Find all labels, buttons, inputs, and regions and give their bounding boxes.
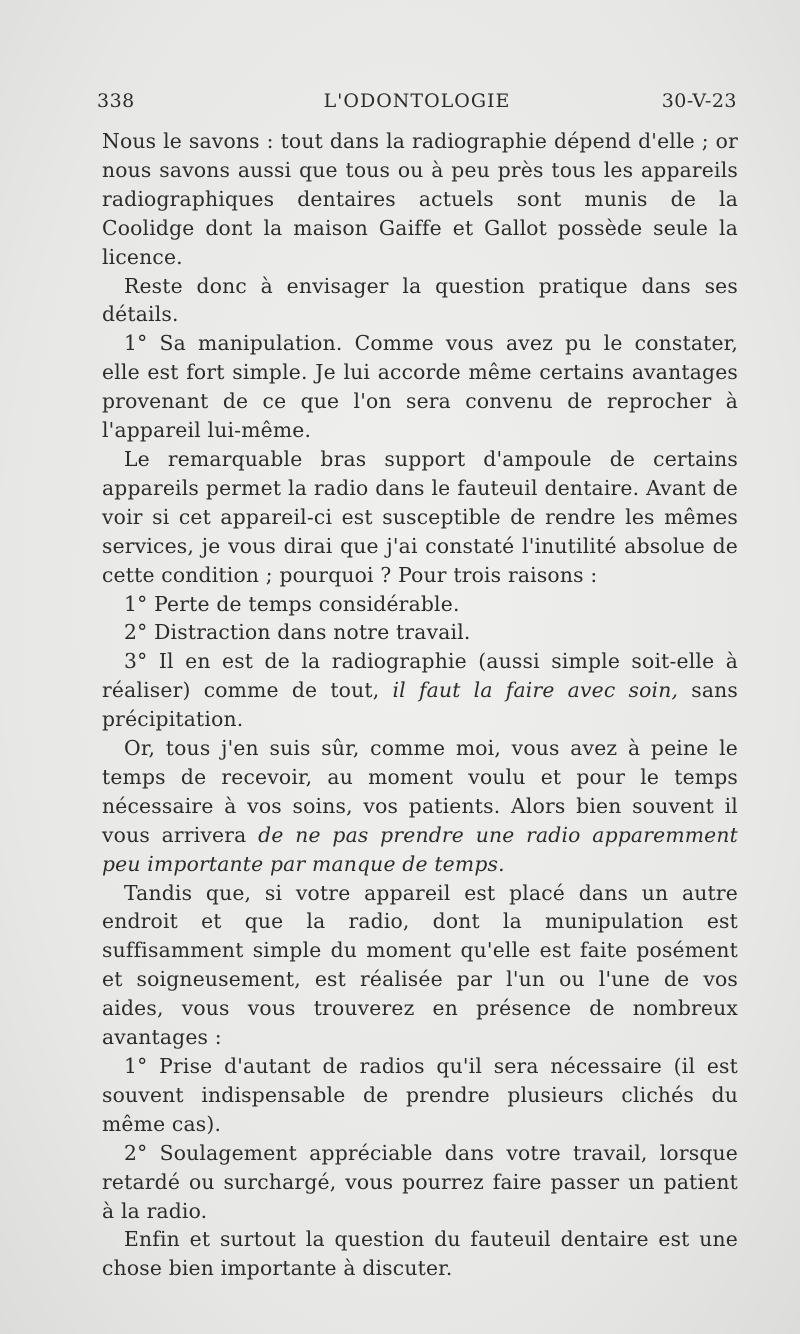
- paragraph: Reste donc à envisager la question pratique dans ses détails.: [102, 273, 738, 327]
- issue-date: 30-V-23: [661, 90, 737, 112]
- page-number: 338: [97, 90, 135, 112]
- list-item: 3° Il en est de la radiographie (aussi simple soit-elle à réaliser) comme de tout, il faut la faire avec soin, sans précipitation.: [102, 649, 738, 732]
- running-header: [97, 90, 737, 120]
- list-item: 1° Prise d'autant de radios qu'il sera nécessaire (il est souvent indispensable de prendre plusieurs clichés du même cas).: [102, 1054, 738, 1136]
- paragraph: Le remarquable bras support d'ampoule de certains appareils permet la radio dans le fauteuil dentaire. Avant de voir si cet appareil-ci est susceptible de rendre les mêmes services, je vous dirai que j'ai constaté l'inutilité absolue de cette condition ; pourquoi ? Pour trois raisons :: [102, 446, 738, 587]
- paragraph: Nous le savons : tout dans la radiographie dépend d'elle ; or nous savons aussi que tous ou à peu près tous les appareils radiographiques dentaires actuels sont munis de la Coolidge dont la maison Gaiffe et Gallot possède seule la licence.: [102, 129, 738, 269]
- paragraph: Or, tous j'en suis sûr, comme moi, vous avez à peine le temps de recevoir, au moment voulu et pour le temps nécessaire à vos soins, vos patients. Alors bien souvent il vous arrivera de ne pas prendre une radio apparemment peu importante par manque de temps.: [102, 736, 739, 876]
- running-title: L'ODONTOLOGIE: [323, 90, 511, 112]
- paragraph: 1° Sa manipulation. Comme vous avez pu le constater, elle est fort simple. Je lui accorde même certains avantages provenant de ce que l'on sera convenu de reprocher à l'appareil lui-même.: [102, 331, 738, 443]
- body-text: [102, 127, 738, 1283]
- paragraph: Tandis que, si votre appareil est placé dans un autre endroit et que la radio, dont la munipulation est suffisamment simple du moment qu'elle est faite posément et soigneusement, est réalisée par l'un ou l'une de vos aides, vous vous trouverez en présence de nombreux avantages :: [102, 880, 738, 1050]
- list-item: 1° Perte de temps considérable.: [124, 591, 460, 616]
- list-item: 2° Distraction dans notre travail.: [124, 620, 471, 645]
- italic-emphasis: de ne pas prendre une radio apparemment peu importante par manque de temps.: [102, 822, 739, 876]
- list-item: 2° Soulagement appréciable dans votre travail, lorsque retardé ou surchargé, vous pourrez faire passer un patient à la radio.: [102, 1140, 738, 1223]
- paragraph: Enfin et surtout la question du fauteuil dentaire est une chose bien importante à discuter.: [102, 1227, 738, 1281]
- italic-emphasis: il faut la faire avec soin,: [392, 678, 679, 703]
